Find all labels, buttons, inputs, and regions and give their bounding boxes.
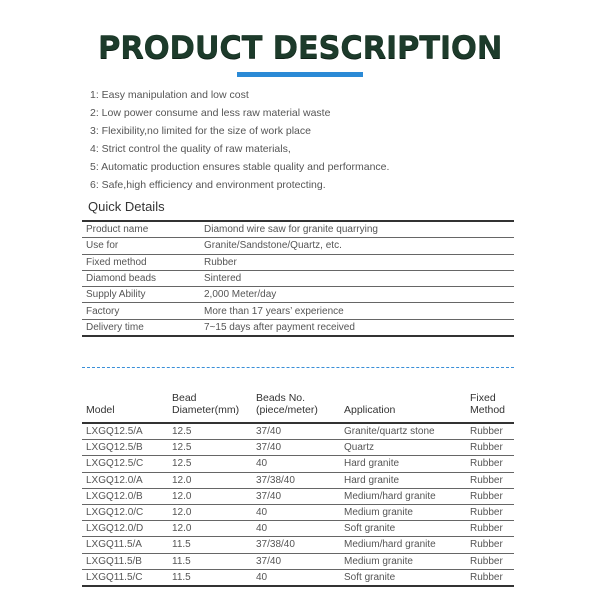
table-row [82, 504, 514, 520]
detail-key: Fixed method [82, 254, 198, 270]
detail-value: Diamond wire saw for granite quarrying [198, 221, 514, 238]
cell-application: Soft granite [340, 521, 466, 537]
table-row [82, 270, 514, 286]
cell-fixed-method: Rubber [466, 521, 514, 537]
cell-fixed-method: Rubber [466, 537, 514, 553]
cell-beads-no: 40 [256, 571, 268, 583]
header-line: Beads No. [256, 392, 306, 404]
header-line: Model [86, 404, 115, 416]
table-row [82, 569, 514, 586]
cell-application: Soft granite [344, 571, 396, 583]
detail-key: Use for [82, 238, 198, 254]
header-line: (piece/meter) [256, 404, 318, 416]
cell-beads-no: 37/40 [252, 440, 340, 456]
feature-item: 4: Strict control the quality of raw materials, [90, 143, 291, 155]
detail-value: 7~15 days after payment received [204, 321, 355, 333]
cell-beads-no: 37/40 [252, 553, 340, 569]
cell-application: Granite/quartz stone [340, 423, 466, 440]
title-underline [237, 72, 363, 77]
detail-value: 2,000 Meter/day [198, 287, 514, 303]
detail-key: Supply Ability [82, 287, 198, 303]
cell-application: Quartz [340, 440, 466, 456]
quick-details-title: Quick Details [88, 199, 165, 214]
cell-beads-no: 40 [252, 456, 340, 472]
feature-item: 2: Low power consume and less raw material waste [90, 107, 331, 119]
cell-fixed-method: Rubber [466, 553, 514, 569]
cell-beads-no: 37/40 [252, 423, 340, 440]
cell-bead-diameter: 12.0 [168, 472, 252, 488]
header-line: Fixed [470, 392, 496, 404]
cell-model: LXGQ12.0/A [82, 472, 168, 488]
header-line: Method [470, 404, 506, 416]
cell-bead-diameter: 12.5 [168, 440, 252, 456]
table-row [82, 488, 514, 504]
cell-model: LXGQ12.5/A [82, 423, 168, 440]
feature-item: 1: Easy manipulation and low cost [90, 89, 249, 101]
detail-key: Delivery time [86, 321, 144, 333]
cell-beads-no: 40 [252, 504, 340, 520]
cell-model: LXGQ11.5/B [82, 553, 168, 569]
cell-model: LXGQ12.0/D [82, 521, 168, 537]
cell-fixed-method: Rubber [466, 423, 514, 440]
table-row [82, 254, 514, 270]
cell-application: Hard granite [340, 472, 466, 488]
cell-model: LXGQ12.5/C [82, 456, 168, 472]
table-row [82, 303, 514, 319]
header-model [82, 392, 168, 423]
table-row [82, 319, 514, 336]
cell-fixed-method: Rubber [466, 504, 514, 520]
cell-model: LXGQ12.0/C [82, 504, 168, 520]
table-header-row [82, 392, 514, 423]
cell-fixed-method: Rubber [470, 571, 503, 583]
spec-table-body [82, 423, 514, 586]
cell-bead-diameter: 12.0 [168, 488, 252, 504]
cell-bead-diameter: 11.5 [172, 571, 191, 583]
cell-bead-diameter: 12.5 [168, 456, 252, 472]
cell-bead-diameter: 12.0 [168, 504, 252, 520]
cell-fixed-method: Rubber [466, 472, 514, 488]
detail-key: Diamond beads [82, 270, 198, 286]
feature-list [90, 86, 389, 194]
header-application [340, 392, 466, 423]
header-line: Bead [172, 392, 197, 404]
header-line: Application [344, 404, 396, 416]
table-row [82, 472, 514, 488]
dashed-divider [82, 367, 514, 368]
table-row [82, 553, 514, 569]
cell-beads-no: 37/40 [252, 488, 340, 504]
cell-bead-diameter: 11.5 [168, 553, 252, 569]
cell-application: Medium granite [340, 504, 466, 520]
header-fixed-method [466, 392, 514, 423]
detail-value: Rubber [198, 254, 514, 270]
detail-key: Product name [82, 221, 198, 238]
cell-fixed-method: Rubber [466, 488, 514, 504]
cell-application: Medium granite [340, 553, 466, 569]
feature-item: 6: Safe,high efficiency and environment protecting. [90, 179, 326, 191]
cell-model: LXGQ12.5/B [82, 440, 168, 456]
model-spec-table [82, 392, 514, 587]
cell-model: LXGQ12.0/B [82, 488, 168, 504]
cell-bead-diameter: 12.0 [168, 521, 252, 537]
detail-key: Factory [82, 303, 198, 319]
table-row [82, 423, 514, 440]
cell-application: Medium/hard granite [340, 488, 466, 504]
feature-item: 3: Flexibility,no limited for the size of work place [90, 125, 311, 137]
cell-beads-no: 37/38/40 [252, 472, 340, 488]
cell-application: Medium/hard granite [340, 537, 466, 553]
cell-beads-no: 40 [252, 521, 340, 537]
cell-fixed-method: Rubber [466, 440, 514, 456]
table-row [82, 521, 514, 537]
page-title: PRODUCT DESCRIPTION [97, 30, 503, 66]
cell-fixed-method: Rubber [466, 456, 514, 472]
header-bead-diameter [168, 392, 252, 423]
cell-model: LXGQ11.5/C [86, 571, 143, 583]
table-row [82, 537, 514, 553]
header-beads-no [252, 392, 340, 423]
cell-bead-diameter: 12.5 [168, 423, 252, 440]
header-line: Diameter(mm) [172, 404, 240, 416]
detail-value: Granite/Sandstone/Quartz, etc. [198, 238, 514, 254]
cell-beads-no: 37/38/40 [252, 537, 340, 553]
cell-application: Hard granite [340, 456, 466, 472]
cell-bead-diameter: 11.5 [168, 537, 252, 553]
detail-value: More than 17 years’ experience [198, 303, 514, 319]
quick-details-table [82, 220, 514, 337]
table-row [82, 287, 514, 303]
detail-value: Sintered [198, 270, 514, 286]
table-row [82, 456, 514, 472]
feature-item: 5: Automatic production ensures stable quality and performance. [90, 161, 390, 173]
cell-model: LXGQ11.5/A [82, 537, 168, 553]
table-row [82, 221, 514, 238]
table-row [82, 440, 514, 456]
table-row [82, 238, 514, 254]
